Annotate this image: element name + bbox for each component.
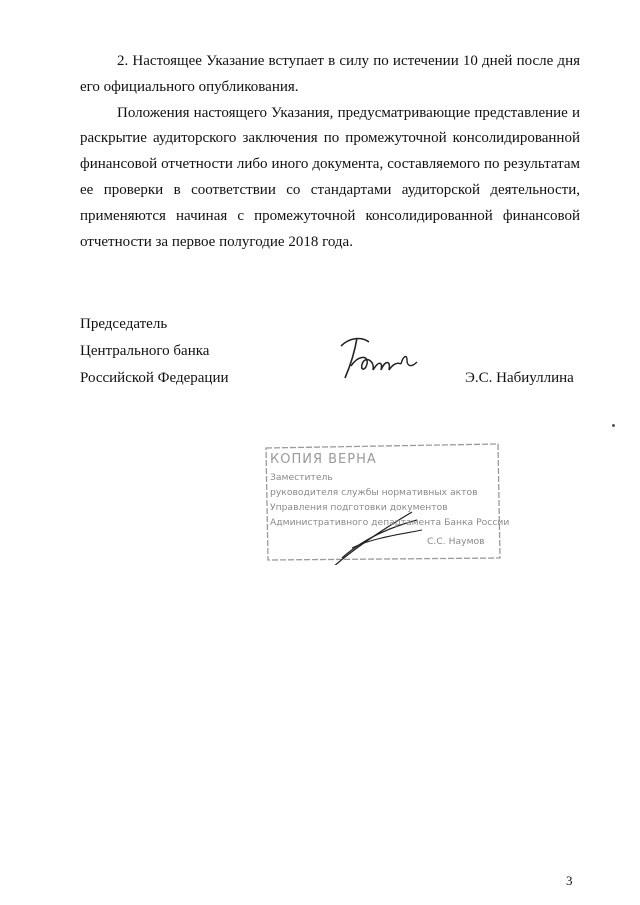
paragraph-application: Положения настоящего Указания, предусматривающие представление и раскрытие аудиторского заключения по промежуточной консолидированной финансовой отчетности либо иного документа, составляемого по результатам ее проверки в соответствии со стандартами аудиторской деятельности, применяются начиная с промежуточной консолидированной финансовой отчетности за первое полугодие 2018 года. [80, 104, 580, 250]
handwritten-signature [335, 326, 425, 391]
stamp-signer: С.С. Наумов [427, 536, 485, 547]
signatory-title-line-1: Председатель [80, 316, 168, 332]
stamp-title: КОПИЯ ВЕРНА [270, 452, 377, 467]
page-number: 3 [566, 873, 573, 888]
paragraph-entry-into-force: 2. Настоящее Указание вступает в силу по истечении 10 дней после дня его официального опубликования. [80, 53, 580, 95]
stamp-line-2: руководителя службы нормативных актов [270, 487, 478, 498]
stamp-line-4: Административного департамента Банка России [270, 517, 510, 528]
body-text [80, 49, 580, 255]
stamp-line-3: Управления подготовки документов [270, 502, 448, 513]
scan-speck [612, 424, 615, 427]
signatory-block [80, 311, 580, 392]
signatory-title-line-3: Российской Федерации [80, 370, 229, 386]
signatory-name: Э.С. Набиуллина [465, 370, 574, 386]
certification-stamp [262, 440, 510, 565]
stamp-line-1: Заместитель [270, 472, 333, 483]
signatory-title-line-2: Центрального банка [80, 343, 210, 359]
